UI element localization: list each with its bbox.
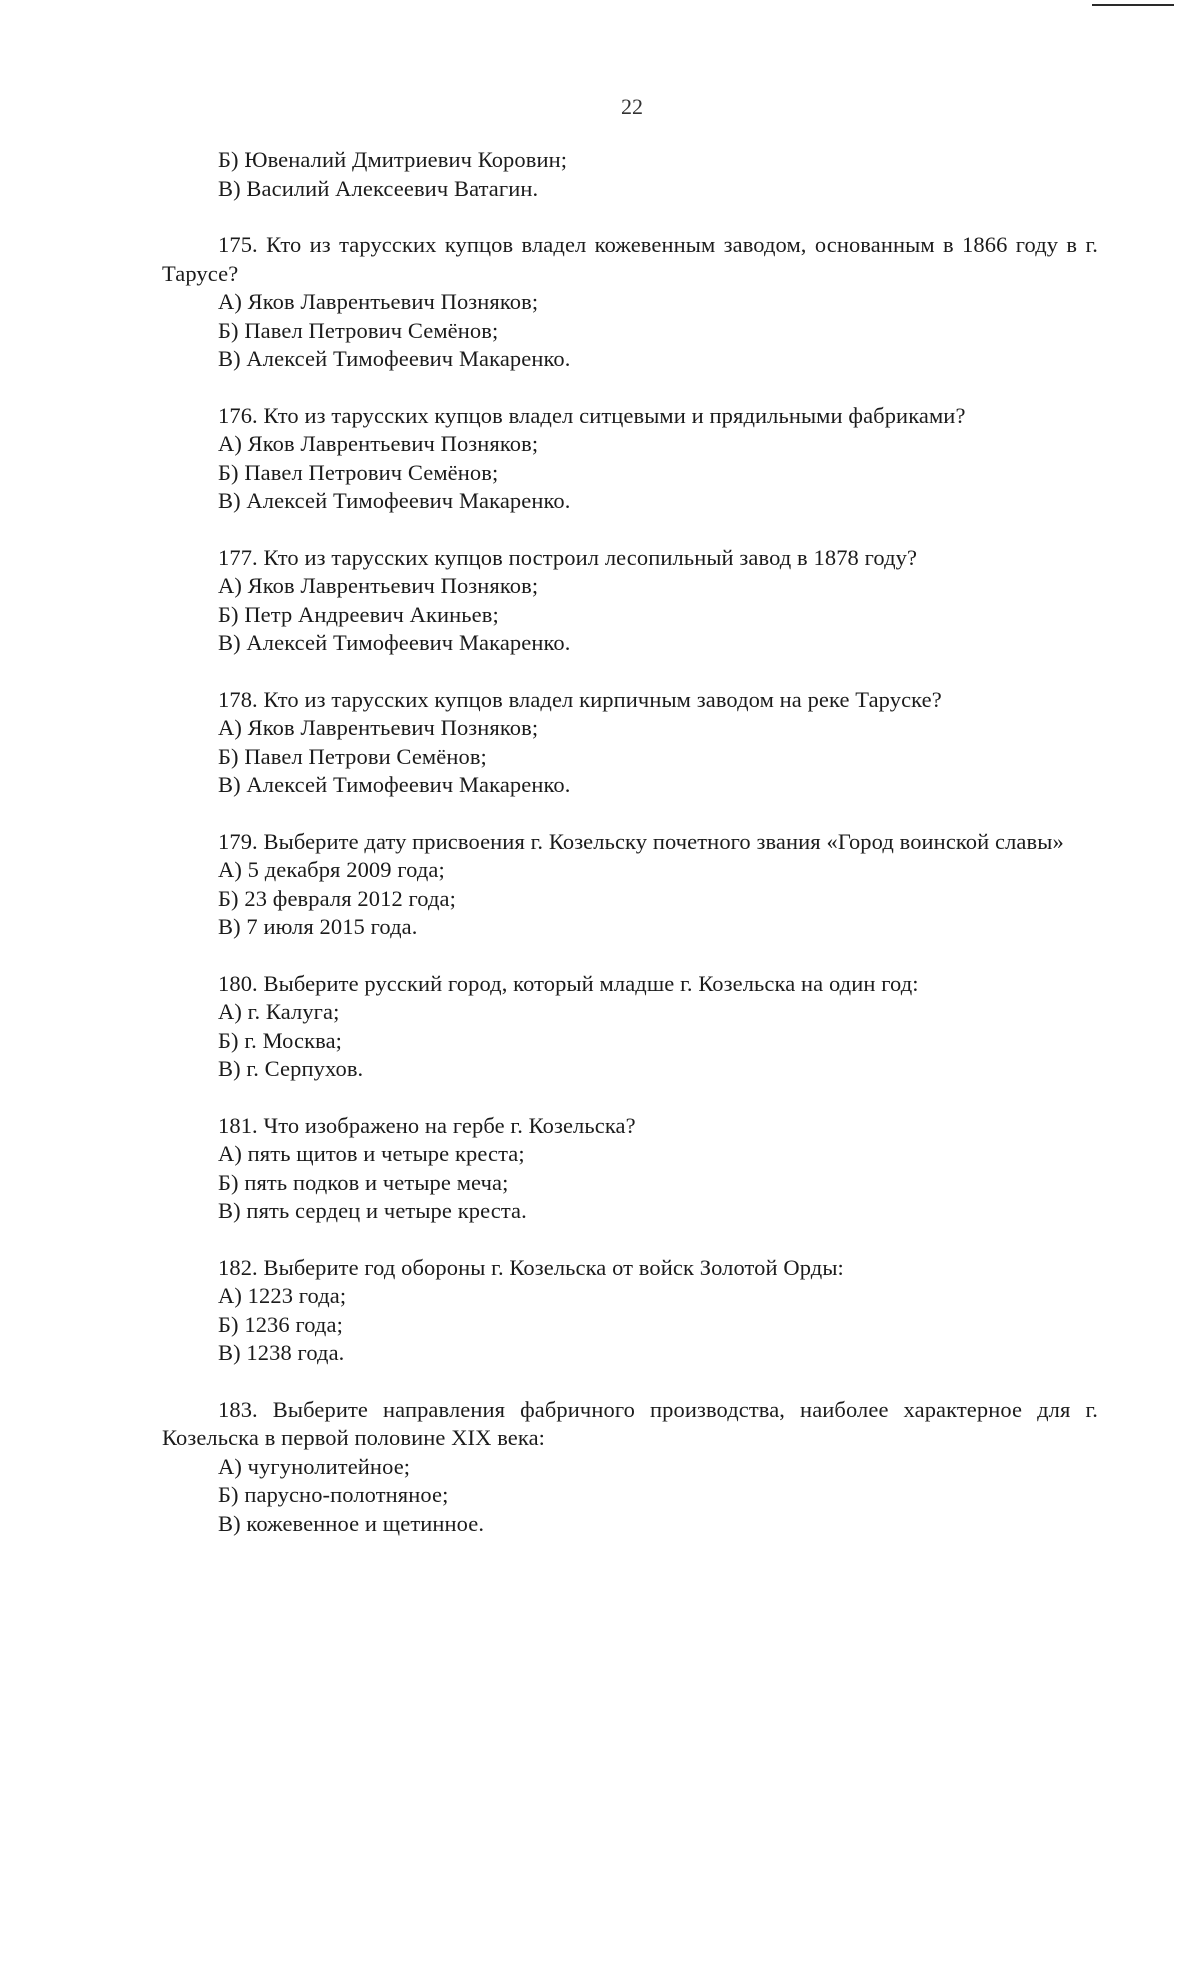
question-175 bbox=[162, 231, 1098, 374]
answer-option: В) Алексей Тимофеевич Макаренко. bbox=[218, 488, 571, 513]
answer-option: А) 5 декабря 2009 года; bbox=[218, 857, 445, 882]
question-text: 176. Кто из тарусских купцов владел ситцевыми и прядильными фабриками? bbox=[218, 402, 966, 428]
answer-option: В) пять сердец и четыре креста. bbox=[218, 1198, 527, 1223]
answer-option: Б) 23 февраля 2012 года; bbox=[218, 885, 456, 911]
answer-option: Б) 1236 года; bbox=[218, 1311, 343, 1337]
document-body bbox=[162, 146, 1098, 1538]
question-177 bbox=[218, 544, 1098, 658]
question-text: 181. Что изображено на гербе г. Козельска? bbox=[218, 1112, 636, 1138]
question-text: 180. Выберите русский город, который младше г. Козельска на один год: bbox=[218, 970, 919, 996]
answer-option: Б) пять подков и четыре меча; bbox=[218, 1169, 509, 1195]
question-text: 178. Кто из тарусских купцов владел кирпичным заводом на реке Таруске? bbox=[218, 686, 942, 712]
answer-option: Б) Петр Андреевич Акиньев; bbox=[218, 601, 499, 627]
question-181 bbox=[218, 1112, 1098, 1226]
answer-option: А) Яков Лаврентьевич Позняков; bbox=[218, 289, 539, 314]
answer-option: В) кожевенное и щетинное. bbox=[218, 1510, 485, 1536]
answer-option: В) Алексей Тимофеевич Макаренко. bbox=[218, 346, 571, 371]
answer-option: В) 1238 года. bbox=[218, 1340, 345, 1365]
answer-option: А) г. Калуга; bbox=[218, 999, 340, 1024]
answer-option: В) г. Серпухов. bbox=[218, 1056, 364, 1081]
answer-option: Б) Павел Петрович Семёнов; bbox=[218, 317, 499, 343]
answer-option: А) Яков Лаврентьевич Позняков; bbox=[218, 431, 539, 456]
carryover-option-c: В) Василий Алексеевич Ватагин. bbox=[218, 175, 539, 201]
answer-option: Б) Павел Петрови Семёнов; bbox=[218, 743, 487, 769]
scan-edge-mark bbox=[1092, 4, 1174, 6]
answer-option: Б) г. Москва; bbox=[218, 1027, 343, 1053]
answer-option: А) Яков Лаврентьевич Позняков; bbox=[218, 715, 539, 740]
answer-option: Б) Павел Петрович Семёнов; bbox=[218, 459, 499, 485]
question-180 bbox=[218, 970, 1098, 1084]
question-179 bbox=[218, 828, 1098, 942]
answer-option: В) 7 июля 2015 года. bbox=[218, 914, 418, 939]
question-text: 175. Кто из тарусских купцов владел кожевенным заводом, основанным в 1866 году в г. Тарусе? bbox=[162, 232, 1098, 286]
answer-option: А) 1223 года; bbox=[218, 1283, 347, 1308]
answer-option: А) пять щитов и четыре креста; bbox=[218, 1141, 525, 1166]
question-182 bbox=[218, 1254, 1098, 1368]
question-text: 179. Выберите дату присвоения г. Козельску почетного звания «Город воинской славы» bbox=[218, 828, 1064, 854]
answer-option: В) Алексей Тимофеевич Макаренко. bbox=[218, 772, 571, 797]
question-text: 183. Выберите направления фабричного производства, наиболее характерное для г. Козельска в первой половине XIX века: bbox=[162, 1396, 1098, 1450]
carryover-option-b: Б) Ювеналий Дмитриевич Коровин; bbox=[218, 147, 568, 172]
answer-option: Б) парусно-полотняное; bbox=[218, 1482, 449, 1507]
answer-option: А) чугунолитейное; bbox=[218, 1453, 411, 1479]
page-number: 22 bbox=[621, 94, 643, 119]
answer-option: В) Алексей Тимофеевич Макаренко. bbox=[218, 630, 571, 655]
question-183 bbox=[162, 1396, 1098, 1539]
question-176 bbox=[218, 402, 1098, 516]
question-178 bbox=[218, 686, 1098, 800]
answer-option: А) Яков Лаврентьевич Позняков; bbox=[218, 573, 539, 598]
question-text: 177. Кто из тарусских купцов построил лесопильный завод в 1878 году? bbox=[218, 544, 918, 570]
question-text: 182. Выберите год обороны г. Козельска от войск Золотой Орды: bbox=[218, 1254, 844, 1280]
